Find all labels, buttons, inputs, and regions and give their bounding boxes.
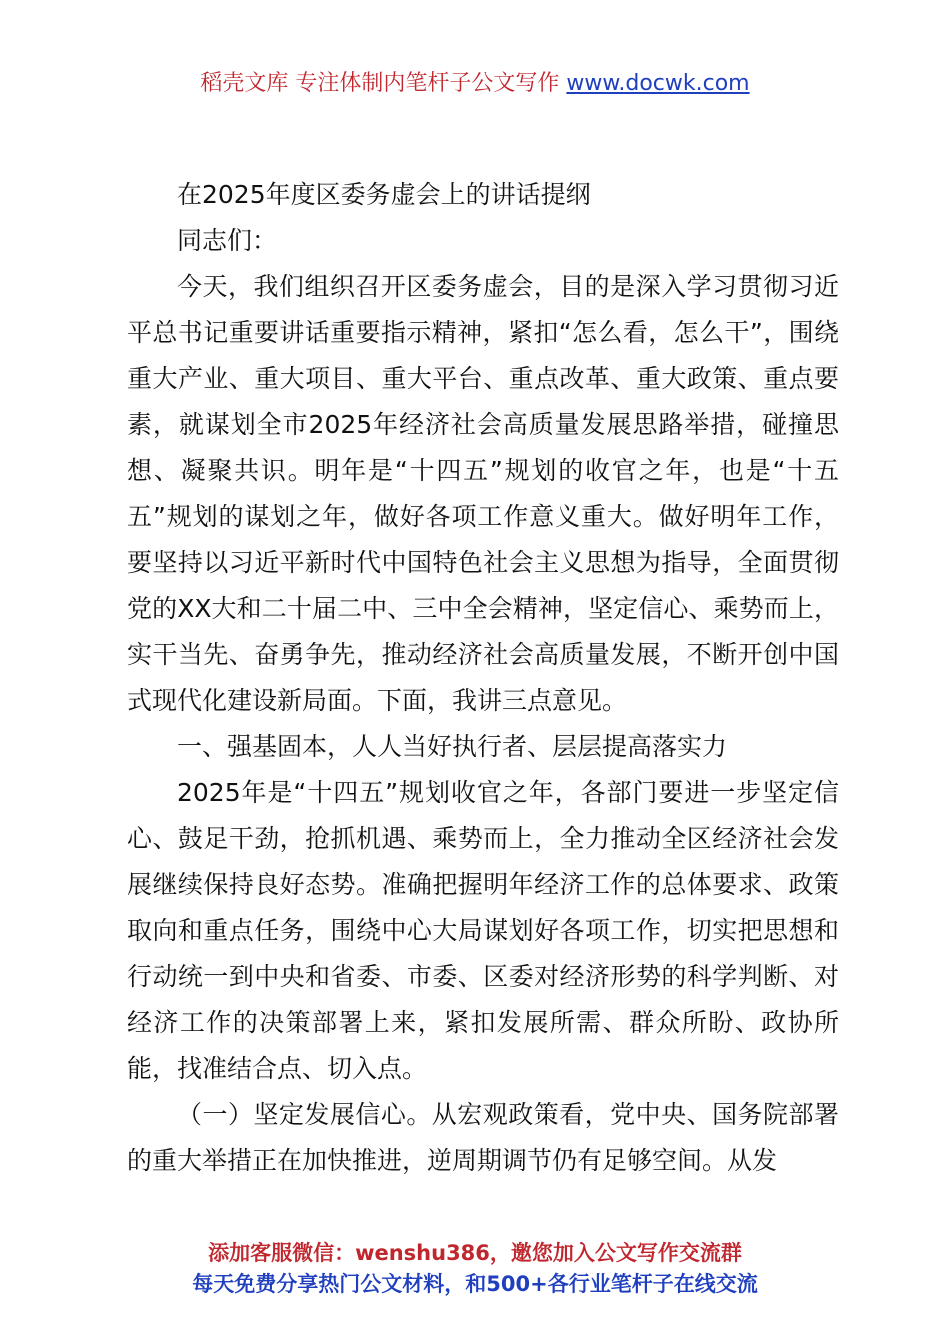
watermark-header bbox=[0, 68, 950, 100]
header-site-text: 稻壳文库 专注体制内笔杆子公文写作 bbox=[200, 71, 567, 96]
salutation: 同志们： bbox=[177, 226, 278, 255]
footer-wechat-line: 添加客服微信：wenshu386，邀您加入公文写作交流群 bbox=[208, 1241, 742, 1265]
paragraph-section-1: 2025年是“十四五”规划收官之年，各部门要进一步坚定信心、鼓足干劲，抢抓机遇、乘势而上，全力推动全区经济社会发展继续保持良好态势。准确把握明年经济工作的总体要求、政策取向和重点任务，围绕中心大局谋划好各项工作，切实把思想和行动统一到中央和省委、市委、区委对经济形势的科学判断、对经济工作的决策部署上来，紧扣发展所需、群众所盼、政协所能，找准结合点、切入点。 bbox=[127, 778, 839, 1083]
paragraph-subsection-1: （一）坚定发展信心。从宏观政策看，党中央、国务院部署的重大举措正在加快推进，逆周期调节仍有足够空间。从发 bbox=[127, 1100, 839, 1175]
footer-share-line: 每天免费分享热门公文材料，和500+各行业笔杆子在线交流 bbox=[192, 1272, 758, 1296]
watermark-footer bbox=[0, 1238, 950, 1300]
document-title: 在2025年度区委务虚会上的讲话提纲 bbox=[177, 180, 591, 209]
section-heading-1: 一、强基固本，人人当好执行者、层层提高落实力 bbox=[177, 732, 728, 761]
paragraph-intro: 今天，我们组织召开区委务虚会，目的是深入学习贯彻习近平总书记重要讲话重要指示精神，紧扣“怎么看，怎么干”，围绕重大产业、重大项目、重大平台、重点改革、重大政策、重点要素，就谋划全市2025年经济社会高质量发展思路举措，碰撞思想、凝聚共识。明年是“十四五”规划的收官之年，也是“十五五”规划的谋划之年，做好各项工作意义重大。做好明年工作，要坚持以习近平新时代中国特色社会主义思想为指导，全面贯彻党的XX大和二十届二中、三中全会精神，坚定信心、乘势而上，实干当先、奋勇争先，推动经济社会高质量发展，不断开创中国式现代化建设新局面。下面，我讲三点意见。 bbox=[127, 272, 839, 715]
header-url-link[interactable]: www.docwk.com bbox=[566, 71, 750, 96]
document-body bbox=[127, 172, 839, 1184]
